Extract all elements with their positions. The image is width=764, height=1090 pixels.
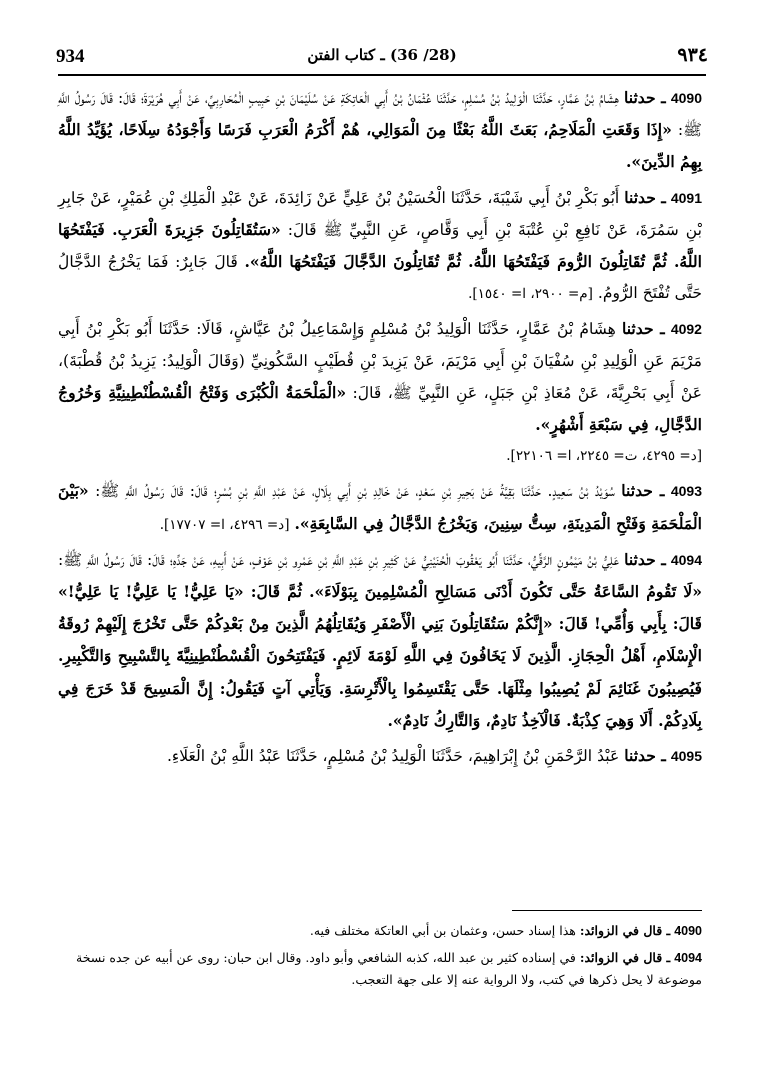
running-title: (28/ 36) ـ كتاب الفتن — [307, 46, 457, 64]
hadith-number: 4090 — [670, 90, 702, 106]
hadith-opening: ـ حدثنا — [621, 319, 665, 339]
footnote-number: 4090 — [674, 924, 702, 938]
hadith-isnad: عَلِيُّ بْنُ مَيْمُونٍ الرَّقِّيُّ، حَدَّثَنَا أَبُو يَعْقُوبَ الْحُنَيْنِيُّ عَنْ كَثِيرِ بْنِ عَبْدِ اللَّهِ بْنِ عَمْرِو بْنِ عَوْفٍ، عَنْ أَبِيهِ، عَنْ جَدِّهِ؛ قَالَ: قَالَ رَسُولُ اللَّهِ ﷺ: — [58, 550, 620, 569]
hadith-isnad: سُوَيْدُ بْنُ سَعِيدٍ. حَدَّثَنَا بَقِيَّةُ عَنْ بَحِيرِ بْنِ سَعْدٍ، عَنْ خَالِدِ بْنِ أَبِي بِلَالٍ، عَنْ عَبْدِ اللَّهِ بْنِ بُسْرٍ؛ قَالَ: قَالَ رَسُولُ اللَّهِ ﷺ: — [95, 482, 615, 501]
footnote-label: ـ قال في الزوائد: — [579, 923, 671, 938]
page-number-latin: 934 — [56, 46, 85, 67]
hadith-references: [د= ٤٢٩٥، ت= ٢٢٤٥، ا= ٢٢١٠٦]. — [506, 448, 702, 465]
hadith-opening: ـ حدثنا — [624, 187, 666, 207]
footnote-rule — [512, 910, 702, 911]
footnote-4090 — [58, 920, 702, 942]
hadith-matn: «الْمَلْحَمَةُ الْكُبْرَى وَفَتْحُ الْقُسْطُنْطِينِيَّةِ وَخُرُوجُ الدَّجَّالِ، فِي سَبْعَةِ أَشْهُرٍ». — [58, 382, 702, 435]
hadith-4095 — [58, 740, 702, 772]
footnote-label: ـ قال في الزوائد: — [579, 950, 671, 965]
hadith-number: 4095 — [670, 748, 702, 765]
hadith-4090 — [58, 82, 702, 179]
footnote-4094 — [58, 947, 702, 991]
hadith-opening: ـ حدثنا — [621, 481, 665, 501]
hadith-4094 — [58, 544, 702, 737]
hadith-4091 — [58, 182, 702, 311]
hadith-matn: «لَا تَقُومُ السَّاعَةُ حَتَّى تَكُونَ أَدْنَى مَسَالِحِ الْمُسْلِمِينَ بِبَوْلَاءَ». ثُمَّ قَالَ: «يَا عَلِيُّ! يَا عَلِيُّ! يَا عَلِيُّ!» قَالَ: بِأَبِي وَأُمِّي! قَالَ: «إِنَّكُمْ سَتُقَاتِلُونَ بَنِي الْأَصْفَرِ وَيُقَاتِلُهُمُ الَّذِينَ مِنْ بَعْدِكُمْ حَتَّى تَخْرُجَ إِلَيْهِمْ رُوقَةُ الْإِسْلَامِ، أَهْلُ الْحِجَازِ. الَّذِينَ لَا يَخَافُونَ فِي اللَّهِ لَوْمَةَ لَائِمٍ. فَيَفْتَتِحُونَ الْقُسْطُنْطِينِيَّةَ بِالتَّسْبِيحِ وَالتَّكْبِيرِ. فَيُصِيبُونَ غَنَائِمَ لَمْ يُصِيبُوا مِثْلَهَا. حَتَّى يَقْتَسِمُوا بِالْأَتْرِسَةِ. وَيَأْتِي آتٍ فَيَقُولُ: إِنَّ الْمَسِيحَ قَدْ خَرَجَ فِي بِلَادِكُمْ. أَلَا وَهِيَ كِذْبَةٌ. فَالْآخِذُ نَادِمٌ، وَالتَّارِكُ نَادِمٌ». — [58, 582, 702, 730]
hadith-opening: ـ حدثنا — [624, 549, 666, 569]
header-rule — [58, 74, 706, 76]
footnote-text: في إسناده كثير بن عبد الله، كذبه الشافعي وأبو داود. وقال ابن حبان: روى عن أبيه عن جده نسخة موضوعة لا يحل ذكرها في كتب، ولا الرواية عنه إلا على جهة التعجب. — [76, 950, 702, 987]
footnote-text: هذا إسناد حسن، وعثمان بن أبي العاتكة مختلف فيه. — [309, 923, 576, 938]
hadith-isnad: هِشَامُ بْنُ عَمَّارٍ، حَدَّثَنَا الْوَلِيدُ بْنُ مُسْلِمٍ، حَدَّثَنَا عُثْمَانُ بْنُ أَبِي الْعَاتِكَةِ عَنْ سُلَيْمَانَ بْنِ حَبِيبٍ الْمُحَارِبِيِّ، عَنْ أَبِي هُرَيْرَةَ؛ قَالَ: قَالَ رَسُولُ اللَّهِ ﷺ: — [58, 89, 702, 140]
footnotes — [58, 920, 702, 996]
hadith-text-body — [58, 82, 702, 775]
hadith-number: 4093 — [670, 483, 703, 500]
hadith-matn: «إِذَا وَقَعَتِ الْمَلَاحِمُ، بَعَثَ اللَّهُ بَعْثًا مِنَ الْمَوَالِي، هُمْ أَكْرَمُ الْعَرَبِ فَرَسًا وَأَجْوَدُهُ سِلَاحًا، يُؤَيِّدُ اللَّهُ بِهِمُ الدِّينَ». — [58, 120, 702, 172]
hadith-isnad: هِشَامُ بْنُ عَمَّارٍ، حَدَّثَنَا الْوَلِيدُ بْنُ مُسْلِمٍ وَإِسْمَاعِيلُ بْنُ عَيَّاشٍ، قَالَا: حَدَّثَنَا أَبُو بَكْرِ بْنُ أَبِي مَرْيَمَ عَنِ الْوَلِيدِ بْنِ سُفْيَانَ بْنِ أَبِي مَرْيَمَ، عَنْ يَزِيدَ بْنِ قُطَيْبٍ السَّكُونِيِّ (وَقَالَ الْوَلِيدُ: يَزِيدُ بْنُ قُطْبَةَ)، عَنْ أَبِي بَحْرِيَّةَ، عَنْ مُعَاذِ بْنِ جَبَلٍ، عَنِ النَّبِيِّ ﷺ، قَالَ: — [58, 320, 702, 402]
hadith-4092 — [58, 313, 702, 472]
hadith-references: [د= ٤٢٩٦، ا= ١٧٧٠٧]. — [159, 516, 290, 533]
hadith-references: [م= ٢٩٠٠، ا= ١٥٤٠]. — [468, 286, 593, 303]
hadith-number: 4094 — [670, 551, 702, 568]
hadith-number: 4092 — [670, 321, 702, 338]
hadith-4093 — [58, 475, 702, 540]
hadith-opening: ـ حدثنا — [623, 88, 666, 107]
hadith-opening: ـ حدثنا — [624, 746, 666, 766]
footnote-number: 4094 — [674, 951, 702, 965]
page-number-arabic: ٩٣٤ — [677, 44, 708, 66]
hadith-isnad: أَبُو بَكْرِ بْنُ أَبِي شَيْبَةَ، حَدَّثَنَا الْحُسَيْنُ بْنُ عَلِيٍّ عَنْ زَائِدَةَ، عَنْ عَبْدِ الْمَلِكِ بْنِ عُمَيْرٍ، عَنْ جَابِرِ بْنِ سَمُرَةَ، عَنْ نَافِعِ بْنِ عُتْبَةَ بْنِ أَبِي وَقَّاصٍ، عَنِ النَّبِيِّ ﷺ قَالَ: — [58, 188, 703, 239]
hadith-matn: «سَتُقَاتِلُونَ جَزِيرَةَ الْعَرَبِ. فَيَفْتَحُهَا اللَّهُ. ثُمَّ تُقَاتِلُونَ الرُّومَ فَيَفْتَحُهَا اللَّهُ. ثُمَّ تُقَاتِلُونَ الدَّجَّالَ فَيَفْتَحُهَا اللَّهُ». — [58, 219, 702, 272]
hadith-isnad: عَبْدُ الرَّحْمَنِ بْنُ إِبْرَاهِيمَ، حَدَّثَنَا الْوَلِيدُ بْنُ مُسْلِمٍ، حَدَّثَنَا عَبْدُ اللَّهِ بْنُ الْعَلَاءِ. — [166, 747, 620, 766]
hadith-matn: «بَيْنَ الْمَلْحَمَةِ وَفَتْحِ الْمَدِينَةِ، سِتُّ سِنِينَ، وَيَخْرُجُ الدَّجَّالُ فِي السَّابِعَةِ». — [58, 481, 702, 533]
hadith-after-note: قَالَ جَابِرٌ: فَمَا يَخْرُجُ الدَّجَّالُ حَتَّى تُفْتَحَ الرُّومُ. — [58, 253, 702, 303]
hadith-number: 4091 — [670, 189, 702, 206]
